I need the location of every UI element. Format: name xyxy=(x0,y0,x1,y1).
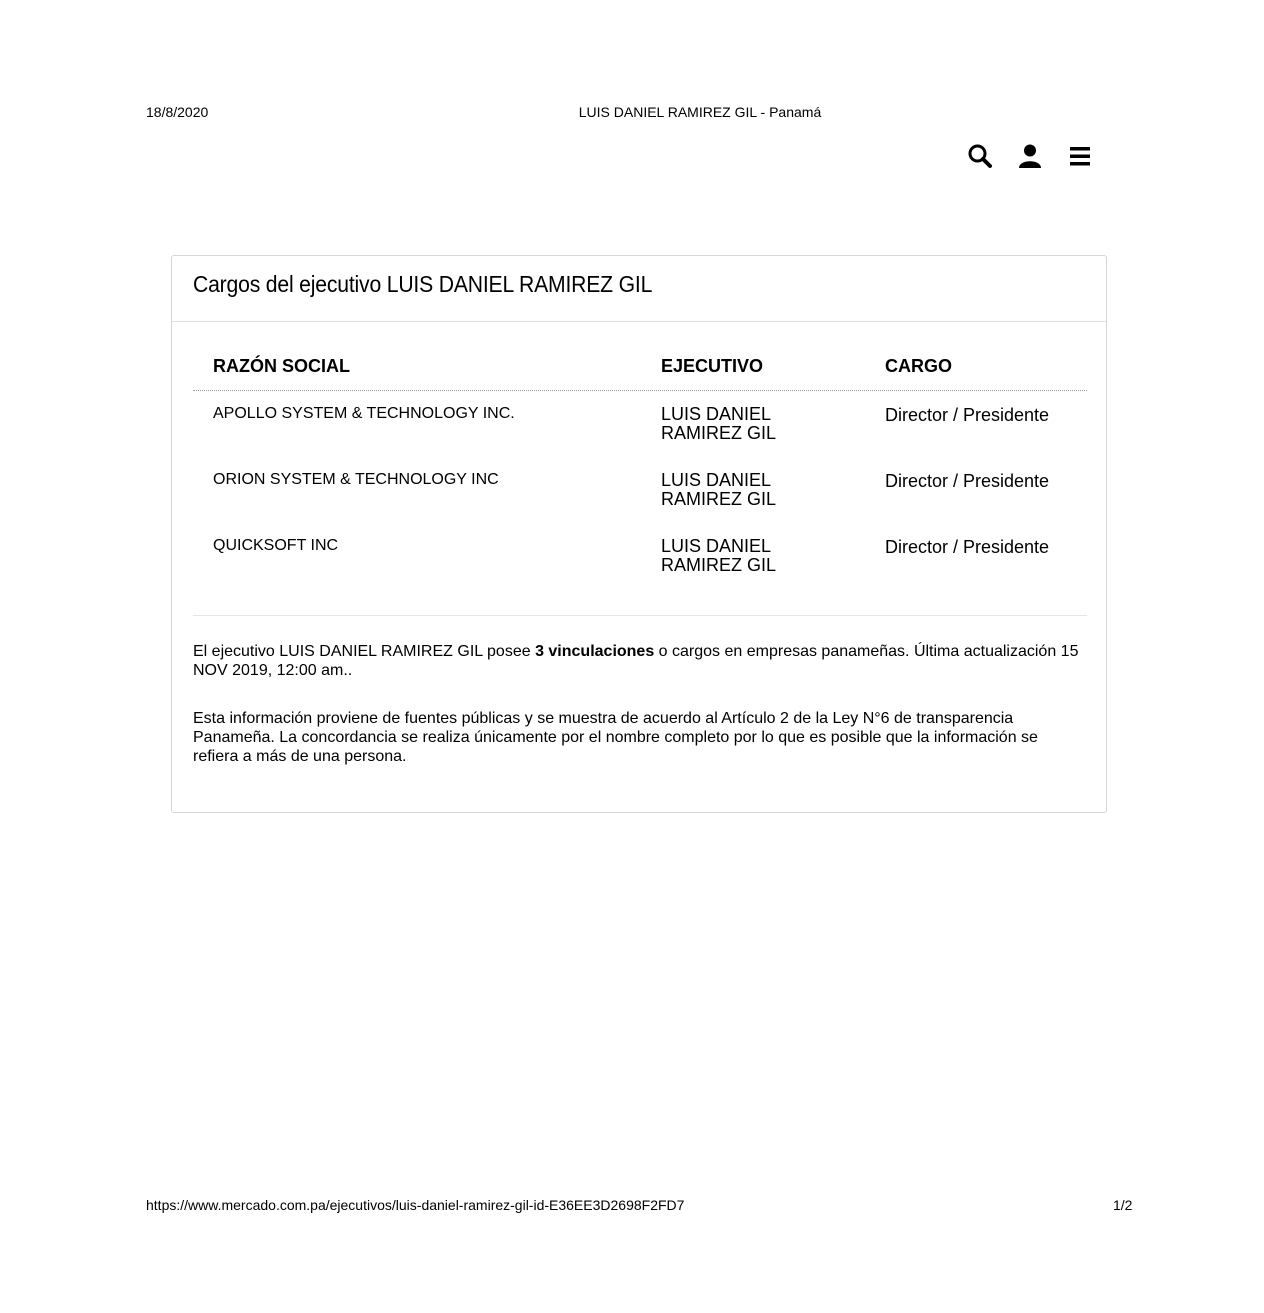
vinculaciones-count: 3 vinculaciones xyxy=(535,643,655,660)
position: Director / Presidente xyxy=(885,537,1050,557)
table-row xyxy=(193,523,1087,589)
company-name: QUICKSOFT INC xyxy=(213,537,339,554)
executive-positions-card xyxy=(171,255,1107,813)
executive-name: LUIS DANIEL RAMIREZ GIL xyxy=(661,536,777,575)
column-header-ejecutivo: EJECUTIVO xyxy=(661,356,764,376)
disclaimer-text: Esta información proviene de fuentes públicas y se muestra de acuerdo al Artículo 2 de la Ley N°6 de transparencia Panameña. La concordancia se realiza únicamente por el nombre completo por lo que es posible que la información se refiera a más de una persona. xyxy=(193,710,1038,765)
positions-table xyxy=(193,352,1087,589)
print-page-title: LUIS DANIEL RAMIREZ GIL - Panamá xyxy=(578,104,822,120)
divider xyxy=(193,615,1087,616)
position: Director / Presidente xyxy=(885,405,1050,425)
column-header-cargo: CARGO xyxy=(885,356,952,376)
table-row xyxy=(193,391,1087,457)
company-name: APOLLO SYSTEM & TECHNOLOGY INC. xyxy=(213,405,515,422)
card-title: Cargos del ejecutivo LUIS DANIEL RAMIREZ GIL xyxy=(193,271,653,297)
menu-icon[interactable] xyxy=(1066,142,1094,170)
company-name: ORION SYSTEM & TECHNOLOGY INC xyxy=(213,471,499,488)
top-toolbar xyxy=(966,142,1094,170)
column-header-razon-social: RAZÓN SOCIAL xyxy=(213,356,350,376)
print-url: https://www.mercado.com.pa/ejecutivos/luis-daniel-ramirez-gil-id-E36EE3D2698F2FD7 xyxy=(146,1197,685,1213)
user-icon[interactable] xyxy=(1016,142,1044,170)
position: Director / Presidente xyxy=(885,471,1050,491)
table-row xyxy=(193,457,1087,523)
search-icon[interactable] xyxy=(966,142,994,170)
executive-name: LUIS DANIEL RAMIREZ GIL xyxy=(661,404,777,443)
executive-name: LUIS DANIEL RAMIREZ GIL xyxy=(661,470,777,509)
summary-text: El ejecutivo LUIS DANIEL RAMIREZ GIL posee 3 vinculaciones o cargos en empresas panameñas. Última actualización 15 NOV 2019, 12:00 am.. xyxy=(193,643,1079,679)
table-header-row xyxy=(193,352,1087,391)
page-number: 1/2 xyxy=(1113,1197,1133,1213)
print-date: 18/8/2020 xyxy=(146,104,209,120)
card-header xyxy=(172,256,1106,322)
